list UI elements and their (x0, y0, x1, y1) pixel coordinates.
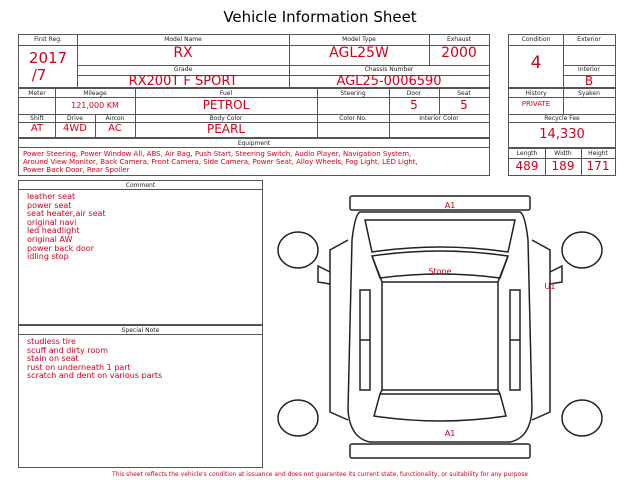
exhaust-value: 2000 (441, 45, 477, 61)
body-color-value: PEARL (206, 122, 246, 136)
first-reg-month: /7 (31, 66, 47, 84)
history-box (508, 88, 616, 148)
model-name-label: Model Name (164, 36, 202, 43)
color-no-label: Color No. (339, 115, 367, 122)
body-color-label: Body Color (209, 115, 243, 122)
history-value: PRIVATE (521, 100, 551, 108)
rear-right-wheel (562, 400, 602, 436)
model-type-label: Model Type (342, 36, 376, 43)
special-note-label: Special Note (121, 327, 160, 334)
damage-mark-right-side: U1 (544, 282, 556, 291)
grade-value: RX200T F SPORT (128, 74, 238, 89)
special-note-list (27, 338, 257, 381)
comment-item: power back door (27, 243, 94, 253)
width-value: 189 (551, 159, 575, 173)
chassis-number-label: Chassis Number (364, 66, 414, 73)
front-right-wheel (562, 232, 602, 268)
interior-label: Interior (578, 66, 600, 73)
roof (382, 282, 498, 390)
meter-label: Meter (28, 90, 46, 97)
model-type-value: AGL25W (329, 45, 389, 61)
model-name-value: RX (173, 45, 193, 61)
comment-box (18, 180, 263, 325)
car-damage-diagram (270, 180, 620, 470)
aircon-label: Aircon (105, 115, 125, 122)
interior-value: B (584, 74, 594, 88)
height-label: Height (588, 150, 608, 157)
height-value: 171 (586, 159, 610, 173)
special-note-item: scratch and dent on various parts (27, 371, 163, 381)
length-value: 489 (515, 159, 539, 173)
recycle-fee-label: Recycle Fee (544, 115, 580, 122)
comment-item: leather seat (27, 192, 76, 201)
width-label: Width (554, 150, 572, 157)
comment-item: seat heater,air seat (27, 209, 106, 219)
special-note-box (18, 325, 263, 468)
spec-box (18, 88, 490, 138)
first-reg-label: First Reg. (34, 36, 62, 43)
comment-item: led headlight (27, 226, 80, 236)
fuel-label: Fuel (219, 90, 233, 97)
fuel-value: PETROL (202, 98, 250, 112)
chassis-number-value: AGL25-0006590 (336, 74, 442, 89)
comment-item: power seat (27, 200, 72, 210)
rear-left-wheel (278, 400, 318, 436)
aircon-value: AC (108, 123, 122, 134)
exhaust-label: Exhaust (446, 36, 472, 43)
syaken-label: Syaken (578, 90, 600, 97)
disclaimer: This sheet reflects the vehicle's condition at issuance and does not guarantee its current state, functionality, or suitability for any purpose (111, 471, 529, 478)
equipment-text: Power Steering, Power Window All, ABS, Air Bag, Push Start, Steering Switch, Audio Player, Navigation System, Around View Monitor, Back Camera, Front Camera, Side Camera, Power Seat, Alloy Wheels, Fog Light, LED Light, Power Back Door, Rear Spoiler (23, 150, 418, 174)
comment-item: idling stop (27, 252, 69, 262)
drive-label: Drive (67, 115, 83, 122)
recycle-fee-value: 14,330 (539, 127, 585, 142)
shift-value: AT (30, 123, 44, 134)
dimensions-box (508, 148, 616, 176)
hood (365, 220, 515, 252)
exterior-label: Exterior (577, 36, 601, 43)
door-value: 5 (410, 98, 418, 112)
special-note-item: stain on seat (27, 354, 79, 364)
condition-label: Condition (521, 36, 551, 43)
damage-mark-rear: A1 (444, 429, 456, 438)
grade-label: Grade (173, 66, 193, 73)
rear-window (374, 394, 506, 421)
right-side-panel (532, 240, 550, 420)
damage-mark-roof: Stone (428, 267, 452, 276)
special-note-item: studless tire (27, 337, 76, 346)
left-side-panel (330, 240, 348, 420)
shift-label: Shift (30, 115, 44, 122)
sheet-title: Vehicle Information Sheet (223, 8, 417, 26)
comment-label: Comment (125, 182, 156, 189)
seat-label: Seat (457, 90, 471, 97)
length-label: Length (516, 150, 538, 157)
equipment-box (18, 138, 490, 176)
history-label: History (525, 90, 547, 97)
mileage-label: Mileage (83, 90, 107, 97)
front-left-wheel (278, 232, 318, 268)
front-bumper (350, 196, 530, 210)
drive-value: 4WD (63, 123, 87, 134)
special-note-item: rust on underneath 1 part (27, 362, 131, 372)
vehicle-id-box (18, 34, 490, 88)
comment-item: original AW (27, 234, 73, 244)
steering-label: Steering (340, 90, 366, 97)
special-note-item: scuff and dirty room (27, 345, 108, 355)
rear-bumper (350, 444, 530, 458)
left-mirror (318, 266, 330, 284)
condition-box (508, 34, 616, 88)
door-label: Door (406, 90, 422, 97)
equipment-label: Equipment (237, 140, 271, 147)
damage-mark-front: A1 (444, 201, 456, 210)
first-reg-year: 2017 (28, 49, 68, 67)
condition-value: 4 (530, 53, 542, 73)
comment-list (27, 193, 257, 262)
seat-value: 5 (460, 98, 468, 112)
mileage-value: 121,000 KM (71, 101, 119, 110)
comment-item: original navi (27, 217, 77, 227)
interior-color-label: Interior Color (419, 115, 459, 122)
